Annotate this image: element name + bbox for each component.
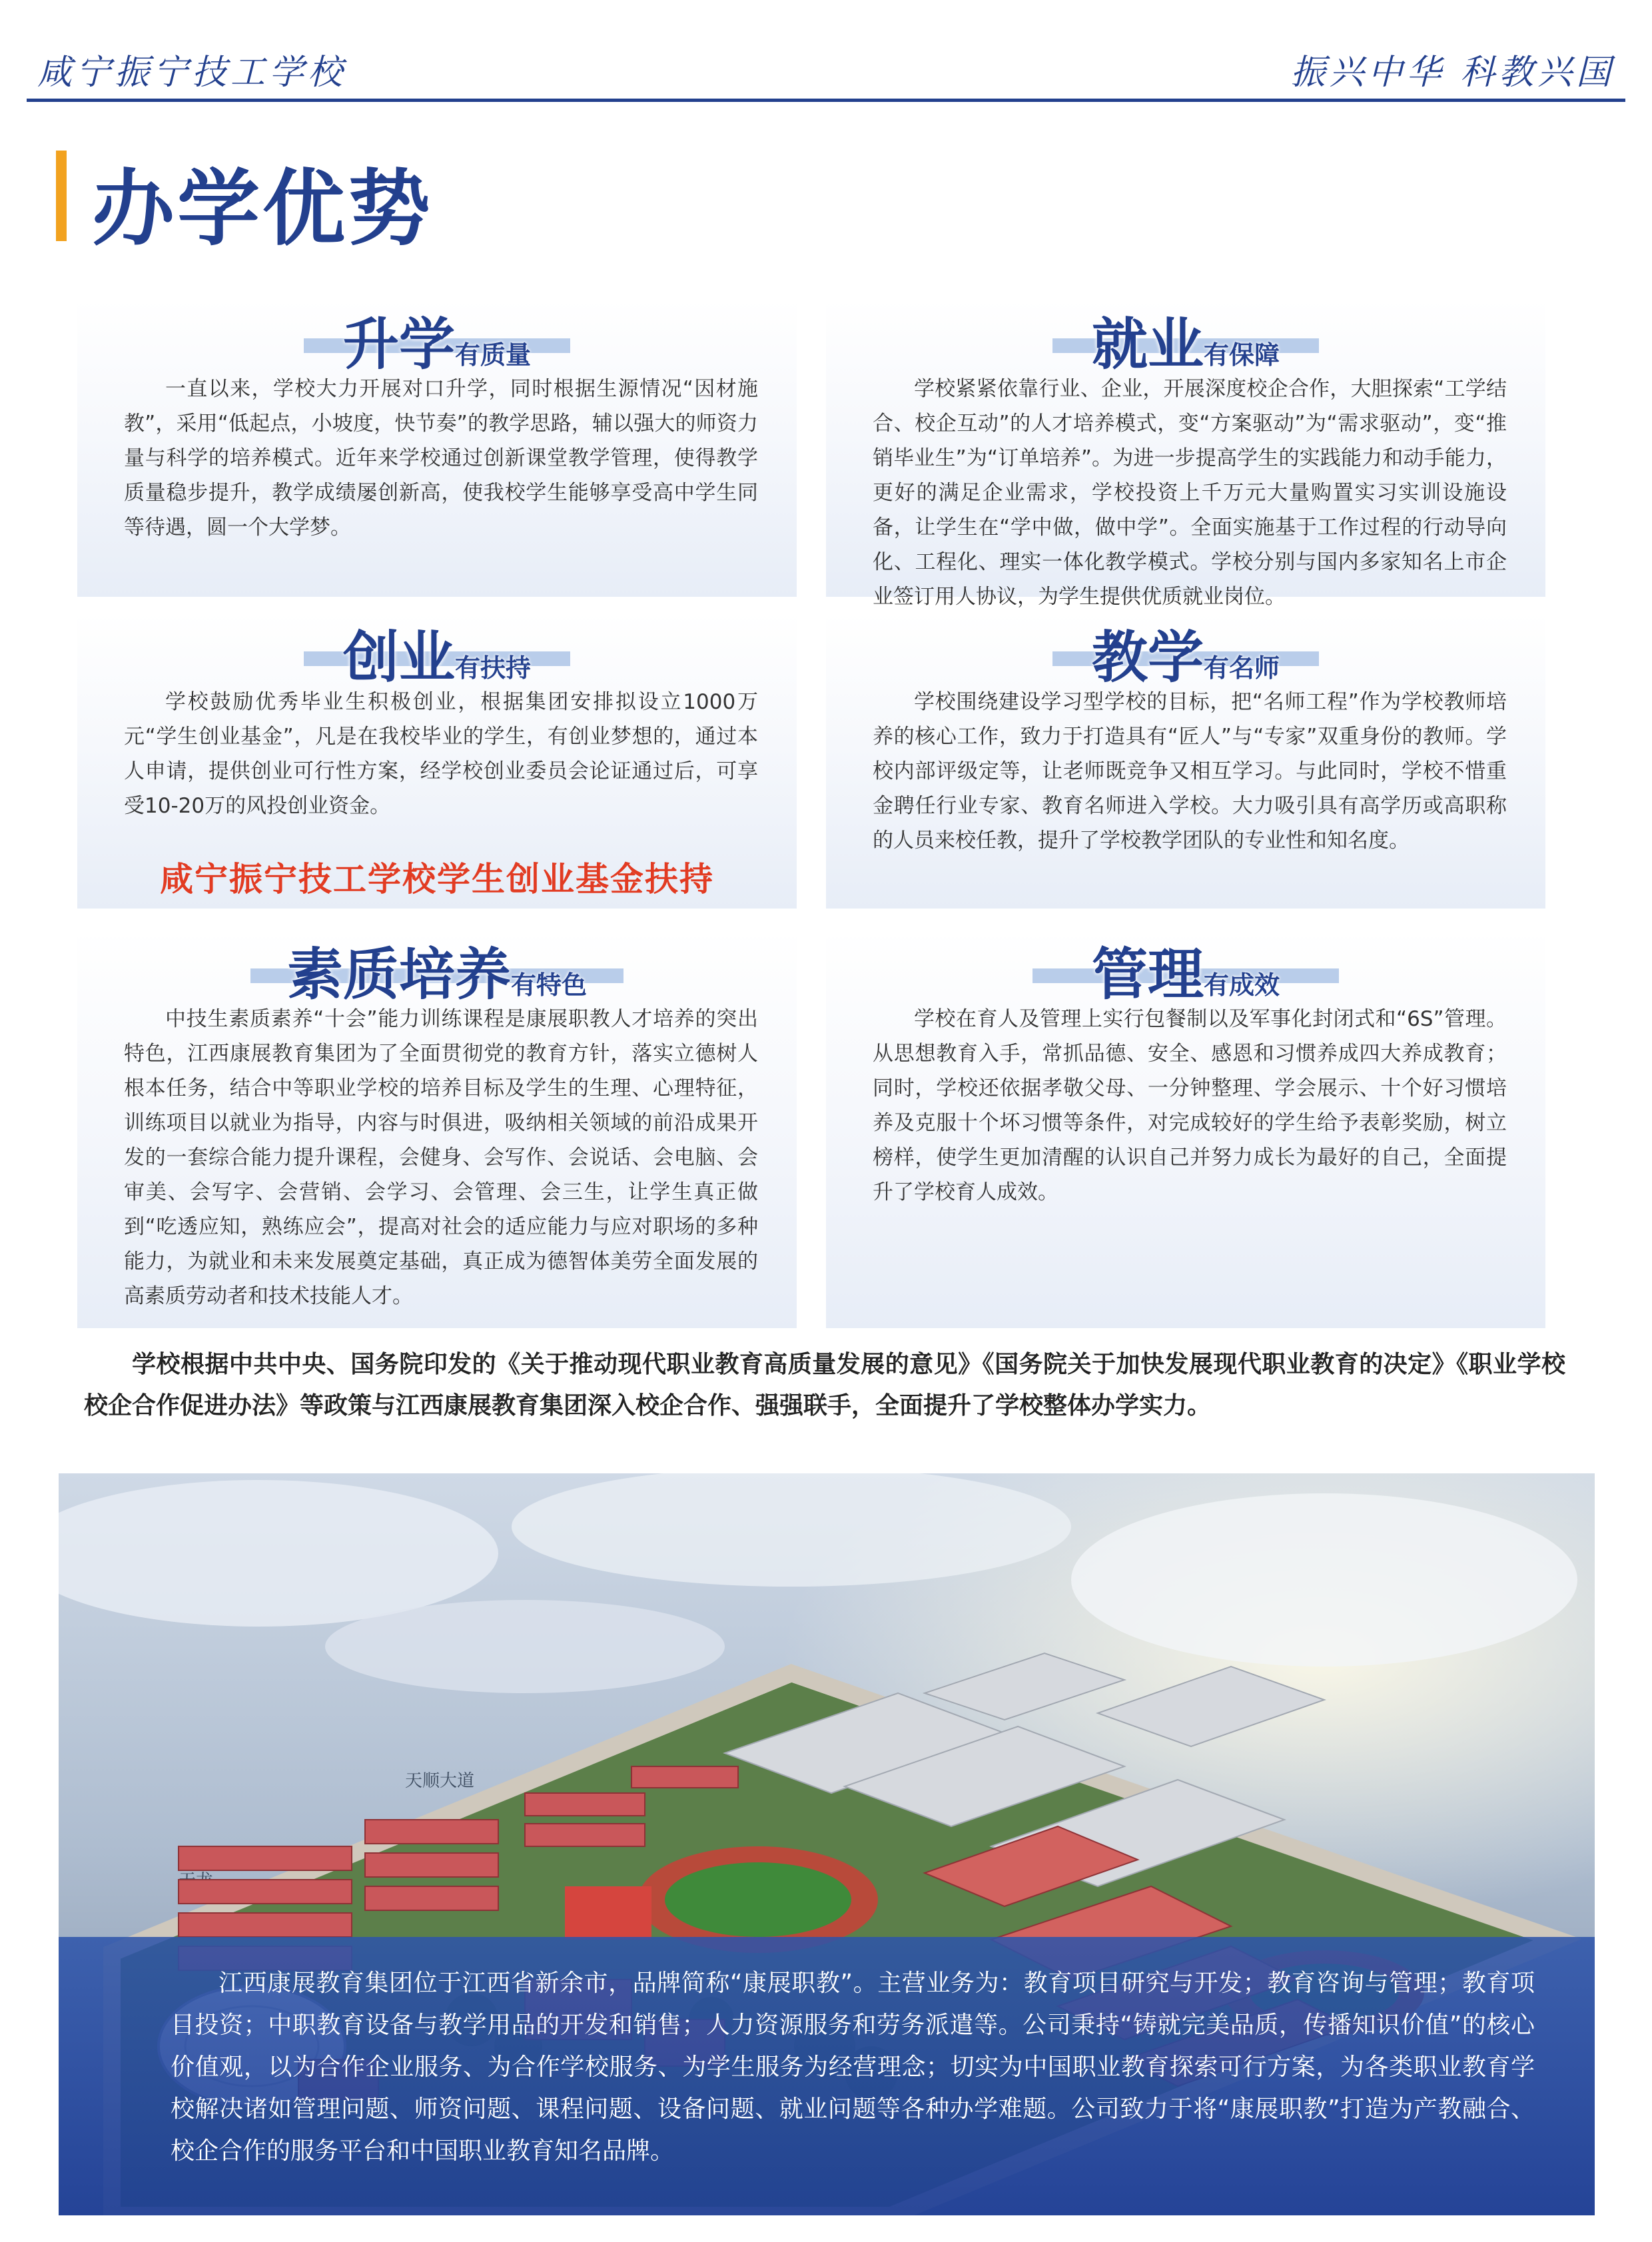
card-heading — [826, 613, 1545, 693]
card-subtitle: 有特色 — [511, 970, 588, 1000]
title-accent-bar — [56, 151, 67, 241]
card-heading — [826, 930, 1545, 1010]
card-body: 中技生素质素养“十会”能力训练课程是康展职教人才培养的突出特色，江西康展教育集团为了全面贯彻党的教育方针，落实立德树人根本任务，结合中等职业学校的培养目标及学生的生理、心理特征，训练项目以就业为指导，内容与时俱进，吸纳相关领域的前沿成果开发的一套综合能力提升课程，会健身、会写作、会说话、会电脑、会审美、会写字、会营销、会学习、会管理、会三生，让学生真正做到“吃透应知，熟练应会”，提高对社会的适应能力与应对职场的多种能力，为就业和未来发展奠定基础，真正成为德智体美劳全面发展的高素质劳动者和技术技能人才。 — [124, 1007, 758, 1308]
card-heading — [77, 613, 797, 693]
card-jiuye — [826, 300, 1545, 609]
card-shengxue — [77, 300, 797, 597]
card-subtitle: 有成效 — [1204, 970, 1280, 1000]
card-title: 升学 — [342, 312, 455, 377]
card-heading — [77, 930, 797, 1010]
road-label: 天顺大道 — [405, 1771, 475, 1791]
card-subtitle: 有名师 — [1204, 653, 1280, 683]
card-title: 素质培养 — [286, 942, 511, 1007]
card-guanli — [826, 930, 1545, 1328]
header-slogan: 振兴中华 科教兴国 — [1290, 53, 1615, 93]
company-description-panel — [59, 1937, 1595, 2215]
header-school-name: 咸宁振宁技工学校 — [37, 53, 347, 93]
card-body: 学校围绕建设学习型学校的目标，把“名师工程”作为学校教师培养的核心工作，致力于打造具有“匠人”与“专家”双重身份的教师。学校内部评级定等，让老师既竞争又相互学习。与此同时，学校不惜重金聘任行业专家、教育名师进入学校。大力吸引具有高学历或高职称的人员来校任教，提升了学校教学团队的专业性和知名度。 — [873, 690, 1507, 853]
card-heading — [826, 300, 1545, 380]
fund-highlight: 咸宁振宁技工学校学生创业基金扶持 — [160, 860, 714, 899]
policy-paragraph: 学校根据中共中央、国务院印发的《关于推动现代职业教育高质量发展的意见》《国务院关于加快发展现代职业教育的决定》《职业学校校企合作促进办法》等政策与江西康展教育集团深入校企合作、强强联手，全面提升了学校整体办学实力。 — [84, 1351, 1565, 1419]
card-body: 学校紧紧依靠行业、企业，开展深度校企合作，大胆探索“工学结合、校企互动”的人才培养模式，变“方案驱动”为“需求驱动”，变“推销毕业生”为“订单培养”。为进一步提高学生的实践能力和动手能力，更好的满足企业需求，学校投资上千万元大量购置实习实训设施设备，让学生在“学中做，做中学”。全面实施基于工作过程的行动导向化、工程化、理实一体化教学模式。学校分别与国内多家知名上市企业签订用人协议，为学生提供优质就业岗位。 — [873, 377, 1507, 609]
card-title: 创业 — [342, 625, 455, 690]
header-divider — [27, 99, 1625, 102]
company-description: 江西康展教育集团位于江西省新余市，品牌简称“康展职教”。主营业务为：教育项目研究与开发；教育咨询与管理；教育项目投资；中职教育设备与教学用品的开发和销售；人力资源服务和劳务派遣等。公司秉持“铸就完美品质，传播知识价值”的核心价值观，以为合作企业服务、为合作学校服务、为学生服务为经营理念；切实为中国职业教育探索可行方案，为各类职业教育学校解决诸如管理问题、师资问题、课程问题、设备问题、就业问题等各种办学难题。公司致力于将“康展职教”打造为产教融合、校企合作的服务平台和中国职业教育知名品牌。 — [171, 1970, 1535, 2165]
page-title: 办学优势 — [92, 161, 434, 257]
card-body: 学校鼓励优秀毕业生积极创业，根据集团安排拟设立1000万元“学生创业基金”，凡是在我校毕业的学生，有创业梦想的，通过本人申请，提供创业可行性方案，经学校创业委员会论证通过后，可享受10-20万的风投创业资金。 — [124, 690, 758, 818]
card-subtitle: 有质量 — [455, 340, 532, 370]
card-subtitle: 有扶持 — [455, 653, 532, 683]
card-title: 就业 — [1091, 312, 1204, 377]
card-suzhi — [77, 930, 797, 1328]
card-subtitle: 有保障 — [1204, 340, 1280, 370]
card-title: 管理 — [1091, 942, 1204, 1007]
card-body: 学校在育人及管理上实行包餐制以及军事化封闭式和“6S”管理。从思想教育入手，常抓品德、安全、感恩和习惯养成四大养成教育；同时，学校还依据孝敬父母、一分钟整理、学会展示、十个好习惯培养及克服十个坏习惯等条件，对完成较好的学生给予表彰奖励，树立榜样，使学生更加清醒的认识自己并努力成长为最好的自己，全面提升了学校育人成效。 — [873, 1007, 1507, 1204]
campus-aerial-image — [59, 1473, 1595, 2215]
card-heading — [77, 300, 797, 380]
card-title: 教学 — [1091, 625, 1204, 690]
card-jiaoxue — [826, 613, 1545, 909]
card-chuangye — [77, 613, 797, 909]
card-body: 一直以来，学校大力开展对口升学，同时根据生源情况“因材施教”，采用“低起点，小坡度，快节奏”的教学思路，辅以强大的师资力量与科学的培养模式。近年来学校通过创新课堂教学管理，使得教学质量稳步提升，教学成绩屡创新高，使我校学生能够享受高中学生同等待遇，圆一个大学梦。 — [124, 377, 758, 540]
